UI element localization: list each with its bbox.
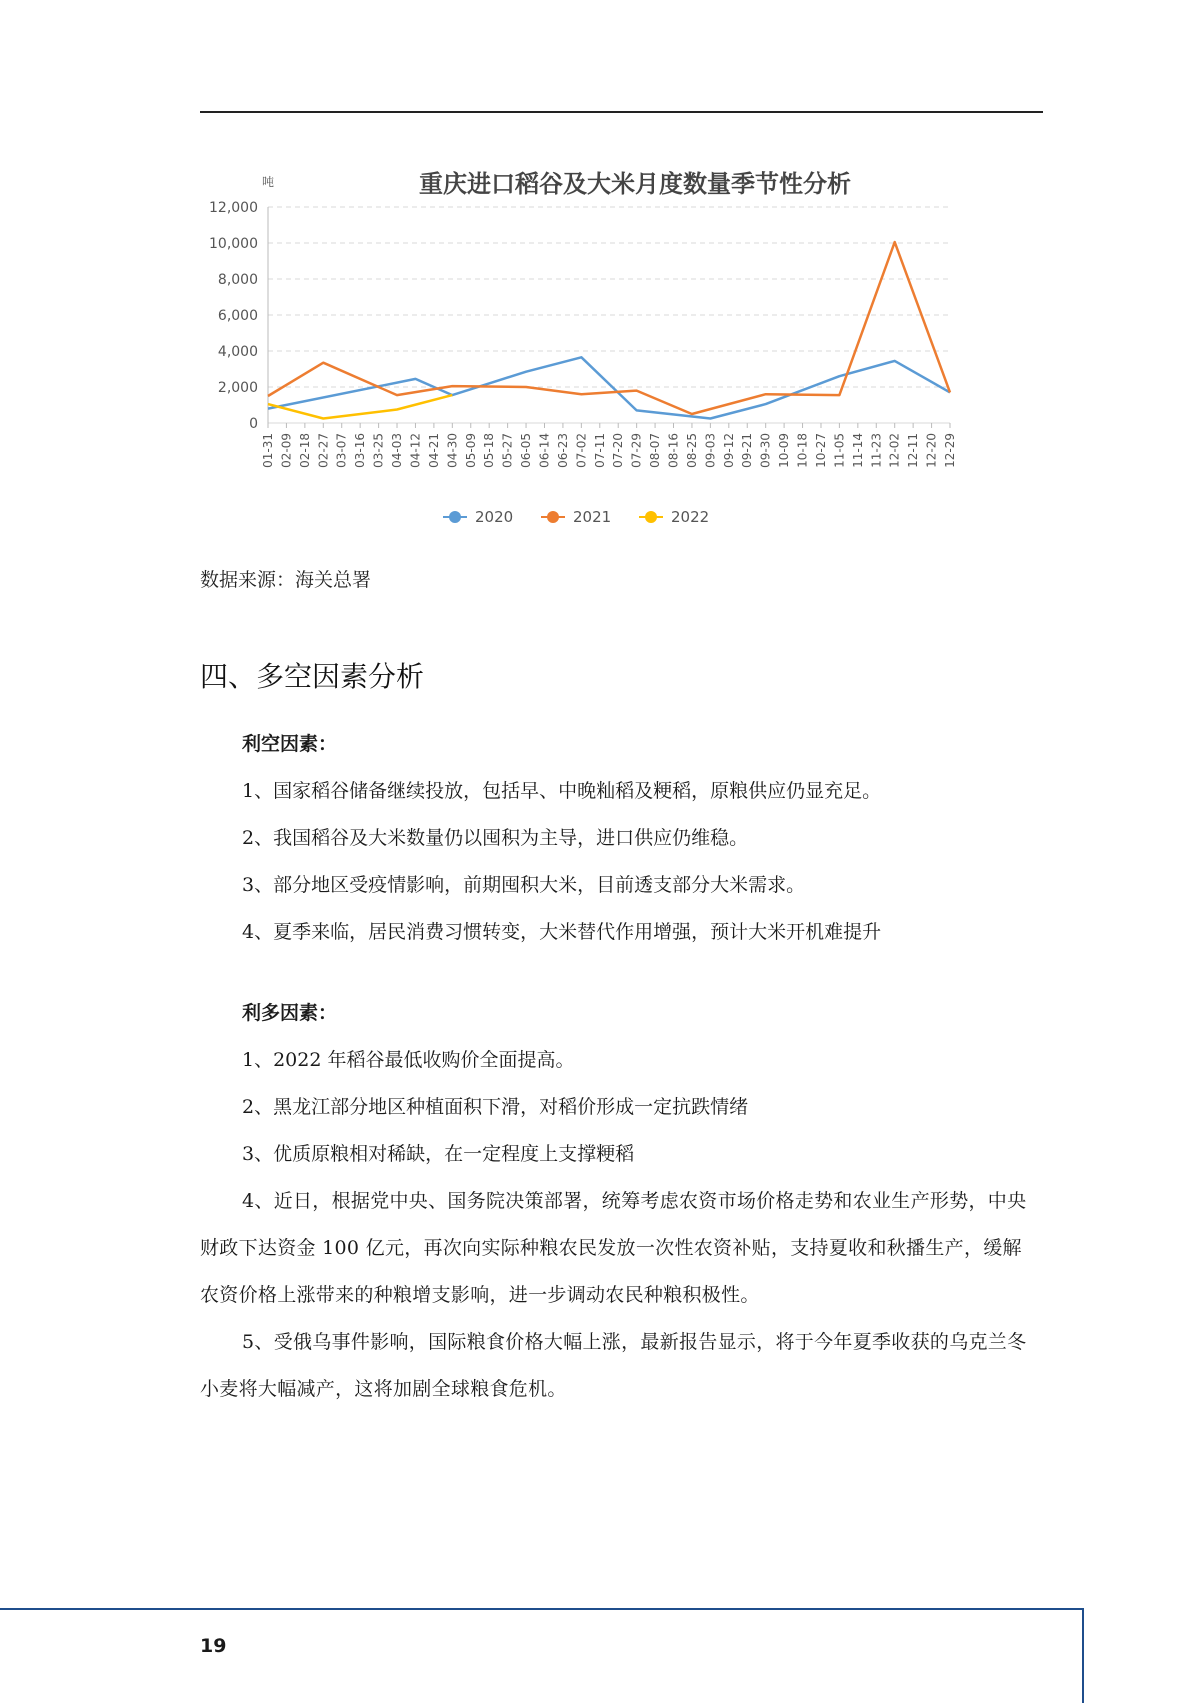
bullish-item: 1、2022 年稻谷最低收购价全面提高。	[242, 1049, 575, 1071]
bullish-paragraph: 5、受俄乌事件影响，国际粮食价格大幅上涨，最新报告显示，将于今年夏季收获的乌克兰冬小麦将大幅减产，这将加剧全球粮食危机。	[200, 1331, 1027, 1400]
x-tick-label: 07-20	[611, 433, 626, 468]
legend-label: 2020	[475, 508, 514, 526]
x-tick-label: 12-20	[924, 433, 939, 468]
x-tick-label: 11-23	[869, 433, 884, 468]
x-tick-label: 08-07	[648, 433, 663, 468]
x-tick-label: 07-11	[592, 433, 607, 468]
bullish-paragraph: 4、近日，根据党中央、国务院决策部署，统筹考虑农资市场价格走势和农业生产形势，中央财政下达资金 100 亿元，再次向实际种粮农民发放一次性农资补贴，支持夏收和秋播生产，缓解农资价格上涨带来的种粮增支影响，进一步调动农民种粮积极性。	[200, 1190, 1027, 1306]
header-rule	[200, 111, 1043, 113]
bearish-factors	[200, 721, 1030, 956]
y-tick-label: 4,000	[217, 344, 258, 360]
series-lines	[268, 242, 950, 418]
x-tick-label: 12-11	[906, 433, 921, 468]
y-tick-label: 12,000	[209, 200, 258, 216]
x-tick-label: 07-29	[629, 433, 644, 468]
series-line-2022	[268, 395, 452, 418]
bullish-item: 2、黑龙江部分地区种植面积下滑，对稻价形成一定抗跌情绪	[242, 1096, 749, 1118]
chart-title: 重庆进口稻谷及大米月度数量季节性分析	[419, 170, 851, 198]
x-tick-label: 09-03	[703, 433, 718, 468]
x-tick-label: 04-12	[408, 433, 423, 468]
line-chart	[195, 155, 1040, 545]
bullish-factors	[200, 990, 1030, 1413]
x-tick-label: 08-16	[666, 433, 681, 468]
legend-label: 2022	[671, 508, 710, 526]
x-tick-labels	[261, 433, 957, 468]
page-number: 19	[200, 1635, 227, 1657]
x-tick-label: 06-05	[519, 433, 534, 468]
bullish-item: 3、优质原粮相对稀缺，在一定程度上支撑粳稻	[242, 1143, 635, 1165]
x-tick-label: 10-09	[777, 433, 792, 468]
footer-frame-right	[1082, 1608, 1084, 1703]
y-tick-labels	[209, 200, 258, 432]
x-tick-label: 06-14	[537, 433, 552, 468]
x-tick-label: 08-25	[684, 433, 699, 468]
x-tick-label: 05-09	[463, 433, 478, 468]
x-tick-label: 03-07	[334, 433, 349, 468]
legend-marker	[449, 511, 461, 523]
bearish-item: 1、国家稻谷储备继续投放，包括早、中晚籼稻及粳稻，原粮供应仍显充足。	[242, 780, 882, 802]
x-tick-label: 02-27	[316, 433, 331, 468]
bearish-item: 3、部分地区受疫情影响，前期囤积大米，目前透支部分大米需求。	[242, 874, 806, 896]
x-tick-label: 12-02	[887, 433, 902, 468]
x-tick-label: 11-14	[850, 433, 865, 468]
y-tick-label: 10,000	[209, 236, 258, 252]
x-tick-label: 09-21	[740, 433, 755, 468]
x-tick-label: 02-18	[297, 433, 312, 468]
series-line-2020	[268, 357, 950, 418]
x-tick-label: 03-16	[353, 433, 368, 468]
bullish-heading: 利多因素：	[242, 1002, 338, 1024]
footer-frame-top	[0, 1608, 1082, 1610]
x-tick-label: 04-21	[426, 433, 441, 468]
x-tick-label: 11-05	[832, 433, 847, 468]
x-tick-label: 09-12	[721, 433, 736, 468]
x-tick-label: 10-27	[813, 433, 828, 468]
bearish-item: 2、我国稻谷及大米数量仍以囤积为主导，进口供应仍维稳。	[242, 827, 749, 849]
gridlines	[268, 207, 950, 428]
bearish-heading: 利空因素：	[242, 733, 338, 755]
x-tick-label: 01-31	[261, 433, 275, 468]
x-tick-label: 05-18	[482, 433, 497, 468]
bearish-item: 4、夏季来临，居民消费习惯转变，大米替代作用增强，预计大米开机难提升	[242, 921, 882, 943]
x-tick-label: 04-30	[445, 433, 460, 468]
x-tick-label: 07-02	[574, 433, 589, 468]
y-tick-label: 6,000	[217, 308, 258, 324]
y-axis-unit: 吨	[261, 175, 275, 189]
x-tick-label: 06-23	[555, 433, 570, 468]
x-tick-label: 09-30	[758, 433, 773, 468]
x-tick-label: 03-25	[371, 433, 386, 468]
y-tick-label: 8,000	[217, 272, 258, 288]
x-tick-label: 04-03	[390, 433, 405, 468]
legend-label: 2021	[573, 508, 612, 526]
legend	[443, 508, 709, 526]
x-tick-label: 02-09	[279, 433, 294, 468]
section-title: 四、多空因素分析	[200, 660, 425, 693]
legend-marker	[645, 511, 657, 523]
x-tick-label: 10-18	[795, 433, 810, 468]
legend-marker	[547, 511, 559, 523]
y-tick-label: 0	[249, 416, 258, 432]
y-tick-label: 2,000	[217, 380, 258, 396]
x-tick-label: 12-29	[943, 433, 957, 468]
data-source: 数据来源：海关总署	[200, 569, 372, 591]
x-tick-label: 05-27	[500, 433, 515, 468]
